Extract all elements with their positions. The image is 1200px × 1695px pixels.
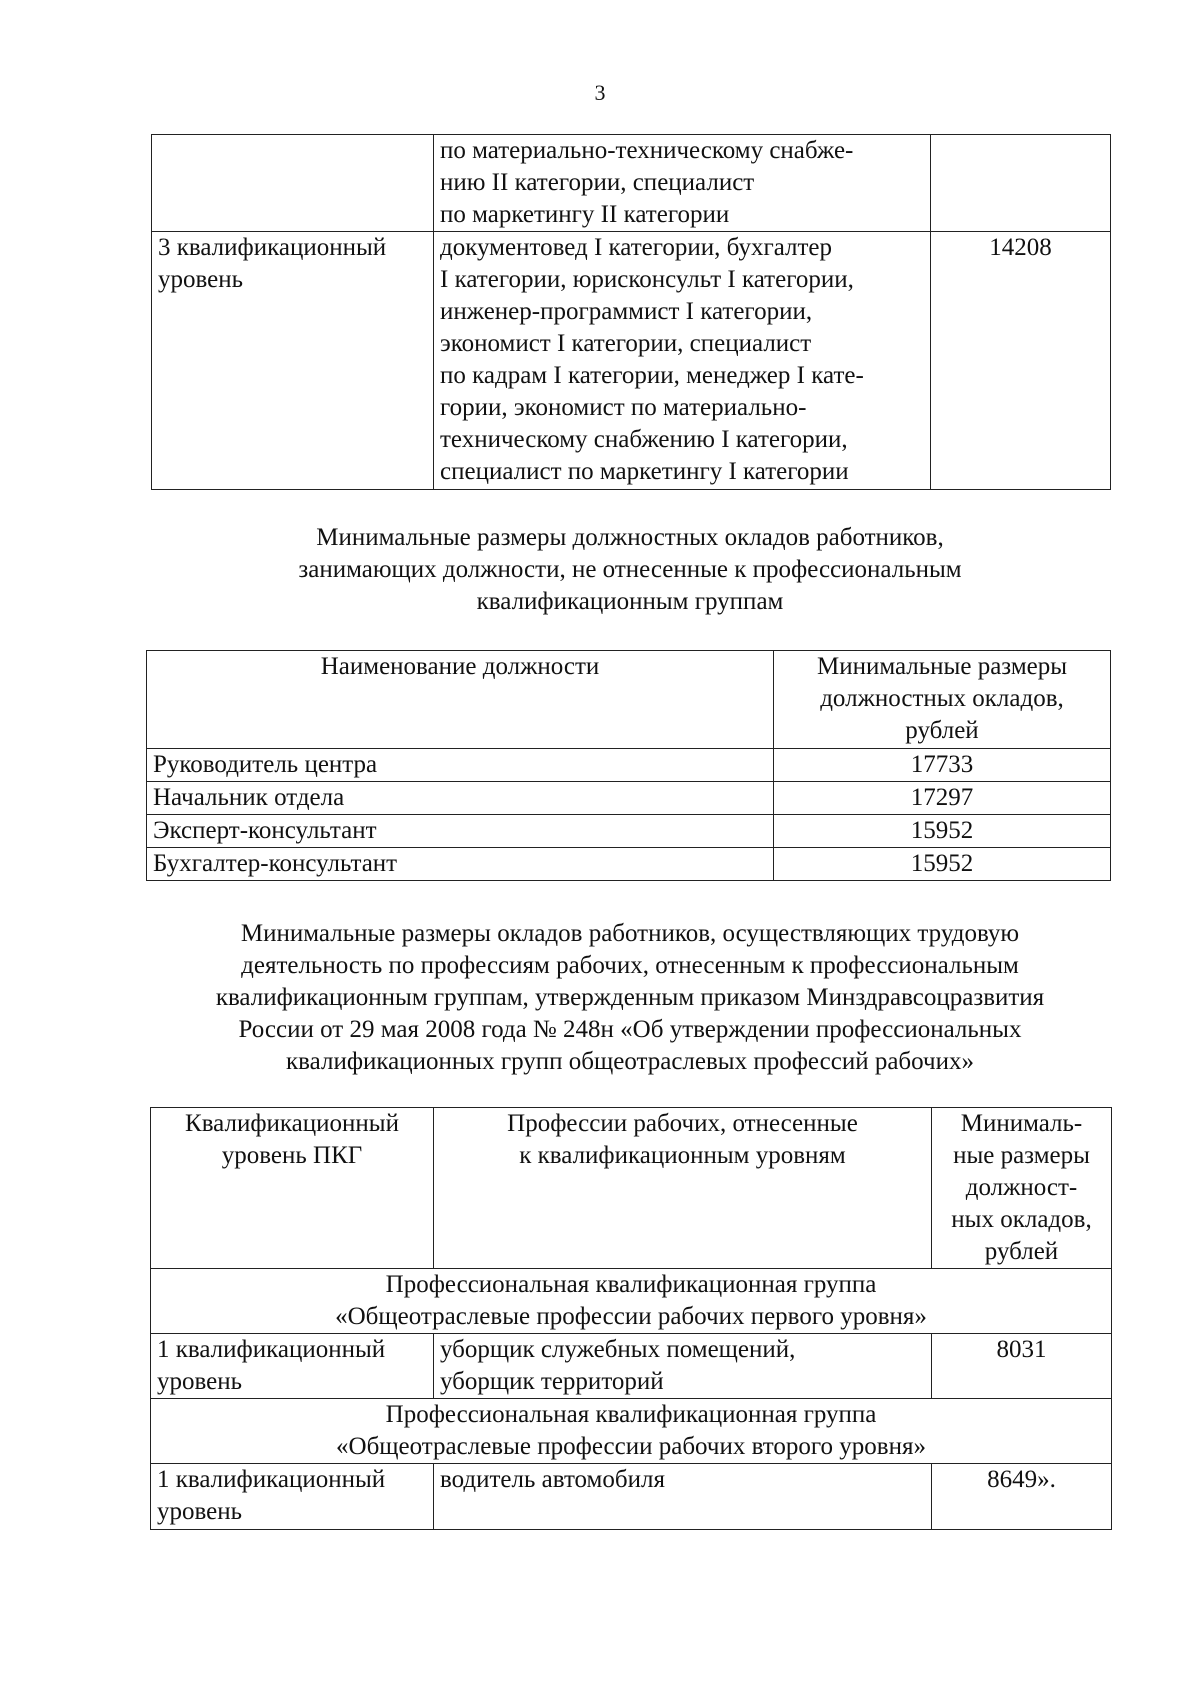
text-line: Профессиональная квалификационная группа [385, 1401, 877, 1428]
text-line: уровень [158, 266, 244, 293]
level-cell [152, 232, 434, 490]
positions-cell [434, 135, 931, 232]
position-cell: Начальник отдела [147, 782, 774, 815]
text-line: «Общеотраслевые профессии рабочих второго уровня» [336, 1433, 926, 1460]
table-header-row [151, 1108, 1112, 1269]
group-title-cell [151, 1399, 1112, 1464]
level-cell [151, 1334, 434, 1399]
text-line: по материально-техническому снабже- [440, 137, 854, 164]
salary-cell: 8649». [932, 1464, 1112, 1530]
table-header-row [147, 651, 1111, 749]
professions-cell [434, 1334, 932, 1399]
text-line: инженер-программист I категории, [440, 298, 813, 325]
group-title-cell [151, 1269, 1112, 1334]
table-row [151, 1334, 1112, 1399]
text-line: I категории, юрисконсульт I категории, [440, 266, 854, 293]
text-line: техническому снабжению I категории, [440, 426, 848, 453]
text-line: Минималь- [960, 1110, 1083, 1137]
qualification-table-continued [151, 134, 1111, 490]
workers-salary-table [150, 1107, 1112, 1530]
text-line: уборщик территорий [440, 1368, 664, 1395]
text-line: квалификационных групп общеотраслевых профессий рабочих» [286, 1048, 974, 1075]
text-line: должностных окладов, [820, 685, 1064, 712]
header-level [151, 1108, 434, 1269]
text-line: нию II категории, специалист [440, 169, 755, 196]
positions-cell [434, 232, 931, 490]
non-pkg-salary-table [146, 650, 1111, 881]
salary-cell [931, 135, 1111, 232]
text-line: Профессии рабочих, отнесенные [507, 1110, 858, 1137]
text-line: деятельность по профессиям рабочих, отнесенным к профессиональным [241, 952, 1019, 979]
group-header-row [151, 1399, 1112, 1464]
salary-cell: 17297 [774, 782, 1111, 815]
text-line: уборщик служебных помещений, [440, 1336, 796, 1363]
text-line: рублей [984, 1238, 1059, 1265]
header-salary [932, 1108, 1112, 1269]
text-line: специалист по маркетингу I категории [440, 458, 849, 485]
text-line: Профессиональная квалификационная группа [385, 1271, 877, 1298]
header-position: Наименование должности [147, 651, 774, 749]
header-professions [434, 1108, 932, 1269]
text-line: Минимальные размеры окладов работников, осуществляющих трудовую [240, 920, 1020, 947]
text-line: к квалификационным уровням [519, 1142, 846, 1169]
text-line: водитель автомобиля [440, 1466, 665, 1493]
header-salary [774, 651, 1111, 749]
table-row [147, 782, 1111, 815]
salary-cell: 17733 [774, 749, 1111, 782]
text-line: экономист I категории, специалист [440, 330, 812, 357]
text-line: должност- [965, 1174, 1078, 1201]
professions-cell [434, 1464, 932, 1530]
position-cell: Руководитель центра [147, 749, 774, 782]
text-line: документовед I категории, бухгалтер [440, 234, 833, 261]
text-line: уровень ПКГ [221, 1142, 363, 1169]
salary-cell: 14208 [931, 232, 1111, 490]
text-line: Минимальные размеры [816, 653, 1068, 680]
text-line: 1 квалификационный [157, 1336, 386, 1363]
text-line: уровень [157, 1368, 243, 1395]
text-line: 3 квалификационный [158, 234, 387, 261]
section-heading-non-pkg [150, 522, 1110, 618]
text-line: Квалификационный [185, 1110, 399, 1137]
level-cell [152, 135, 434, 232]
text-line: квалификационным группам, утвержденным приказом Минздравсоцразвития [215, 984, 1045, 1011]
text-line: занимающих должности, не отнесенные к профессиональным [298, 556, 962, 583]
salary-cell: 15952 [774, 848, 1111, 881]
section-heading-workers [150, 918, 1110, 1078]
position-cell: Бухгалтер-консультант [147, 848, 774, 881]
table-row [147, 848, 1111, 881]
group-header-row [151, 1269, 1112, 1334]
table-row [152, 135, 1111, 232]
text-line: по маркетингу II категории [440, 201, 730, 228]
page-number: 3 [594, 80, 606, 105]
table-row [147, 815, 1111, 848]
text-line: уровень [157, 1498, 243, 1525]
table-row [152, 232, 1111, 490]
table-row [151, 1464, 1112, 1530]
text-line: рублей [905, 717, 979, 744]
text-line: квалификационным группам [476, 588, 784, 615]
text-line: по кадрам I категории, менеджер I кате- [440, 362, 864, 389]
salary-cell: 8031 [932, 1334, 1112, 1399]
salary-cell: 15952 [774, 815, 1111, 848]
position-cell: Эксперт-консультант [147, 815, 774, 848]
text-line: Минимальные размеры должностных окладов работников, [316, 524, 944, 551]
level-cell [151, 1464, 434, 1530]
text-line: России от 29 мая 2008 года № 248н «Об утверждении профессиональных [238, 1016, 1022, 1043]
text-line: гории, экономист по материально- [440, 394, 807, 421]
text-line: «Общеотраслевые профессии рабочих первого уровня» [335, 1303, 927, 1330]
text-line: ные размеры [953, 1142, 1090, 1169]
text-line: 1 квалификационный [157, 1466, 386, 1493]
table-row [147, 749, 1111, 782]
text-line: ных окладов, [951, 1206, 1092, 1233]
